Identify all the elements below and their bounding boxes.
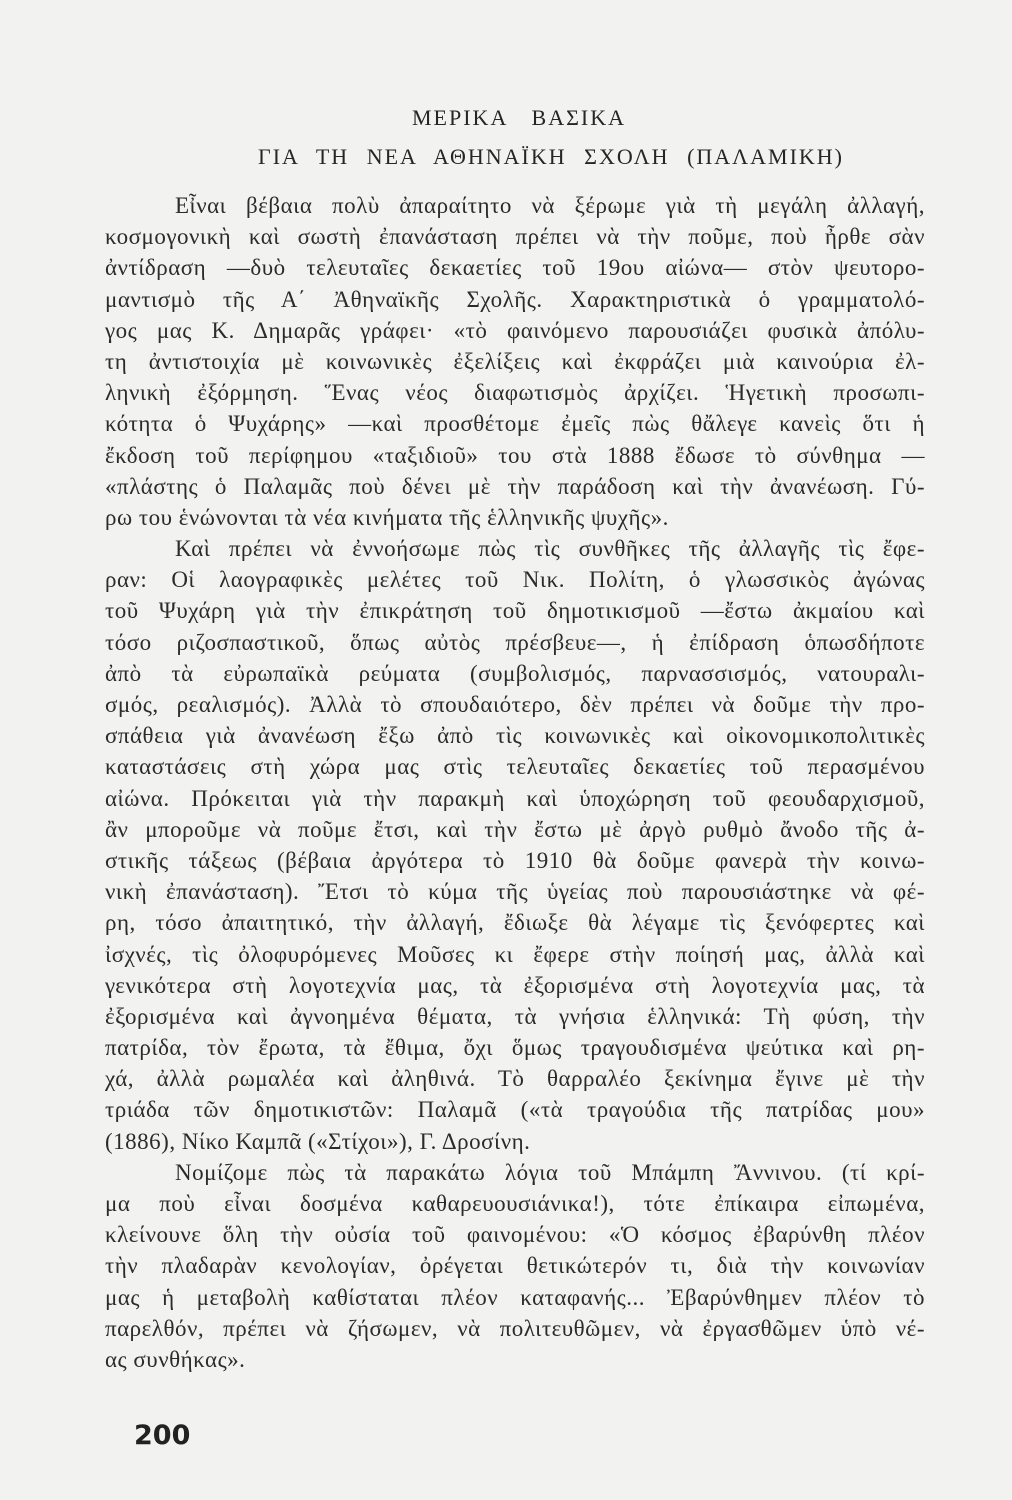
text-line: ἔκδοση τοῦ περίφημου «ταξιδιοῦ» του στὰ 1888 ἔδωσε τὸ σύνθημα —: [105, 442, 925, 468]
text-line: Νομίζομε πὼς τὰ παρακάτω λόγια τοῦ Μπάμπη Ἄννινου. (τί κρί-: [175, 1159, 925, 1185]
text-line: ραν: Οἱ λαογραφικὲς μελέτες τοῦ Νικ. Πολίτη, ὁ γλωσσικὸς ἀγώνας: [105, 567, 925, 593]
text-line: ἀντίδραση —δυὸ τελευταῖες δεκαετίες τοῦ 19ου αἰώνα— στὸν ψευτορο-: [105, 255, 925, 281]
text-line: παρελθόν, πρέπει νὰ ζήσωμεν, νὰ πολιτευθῶμεν, νὰ ἐργασθῶμεν ὑπὸ νέ-: [105, 1315, 925, 1341]
text-line: ρω του ἑνώνονται τὰ νέα κινήματα τῆς ἑλληνικῆς ψυχῆς».: [105, 504, 669, 530]
text-line: κοσμογονικὴ καὶ σωστὴ ἐπανάσταση πρέπει νὰ τὴν ποῦμε, ποὺ ἦρθε σὰν: [105, 224, 925, 250]
text-line: κλείνουνε ὅλη τὴν οὐσία τοῦ φαινομένου: «Ὁ κόσμος ἐβαρύνθη πλέον: [105, 1222, 925, 1248]
text-line: στικῆς τάξεως (βέβαια ἀργότερα τὸ 1910 θὰ δοῦμε φανερὰ τὴν κοινω-: [105, 847, 925, 873]
page-number: 200: [134, 1420, 191, 1451]
title-line-2: ΓΙΑ ΤΗ ΝΕΑ ΑΘΗΝΑΪΚΗ ΣΧΟΛΗ (ΠΑΛΑΜΙΚΗ): [258, 144, 844, 169]
text-line: ρη, τόσο ἀπαιτητικό, τὴν ἀλλαγή, ἔδιωξε θὰ λέγαμε τὶς ξενόφερτες καὶ: [105, 910, 925, 936]
text-line: τόσο ριζοσπαστικοῦ, ὅπως αὐτὸς πρέσβευε—, ἡ ἐπίδραση ὁπωσδήποτε: [105, 629, 925, 655]
text-line: νικὴ ἐπανάσταση). Ἔτσι τὸ κύμα τῆς ὑγείας ποὺ παρουσιάστηκε νὰ φέ-: [105, 879, 925, 905]
text-line: μα ποὺ εἶναι δοσμένα καθαρευουσιάνικα!), τότε ἐπίκαιρα εἰπωμένα,: [105, 1191, 925, 1216]
paragraph: [105, 1157, 925, 1375]
text-line: ἀπὸ τὰ εὐρωπαϊκὰ ρεύματα (συμβολισμός, παρνασσισμός, νατουραλι-: [105, 660, 925, 686]
text-line: ἐξορισμένα καὶ ἀγνοημένα θέματα, τὰ γνήσια ἑλληνικά: Τὴ φύση, τὴν: [105, 1003, 925, 1029]
text-line: τοῦ Ψυχάρη γιὰ τὴν ἐπικράτηση τοῦ δημοτικισμοῦ —ἔστω ἀκμαίου καὶ: [105, 598, 925, 624]
text-line: (1886), Νίκο Καμπᾶ («Στίχοι»), Γ. Δροσίνη.: [105, 1128, 531, 1154]
text-line: χά, ἀλλὰ ρωμαλέα καὶ ἀληθινά. Τὸ θαρραλέο ξεκίνημα ἔγινε μὲ τὴν: [105, 1066, 925, 1092]
text-line: τὴν πλαδαρὰν κενολογίαν, ὀρέγεται θετικώτερόν τι, διὰ τὴν κοινωνίαν: [105, 1253, 925, 1279]
text-line: Εἶναι βέβαια πολὺ ἀπαραίτητο νὰ ξέρωμε γιὰ τὴ μεγάλη ἀλλαγή,: [175, 193, 925, 218]
text-line: μαντισμὸ τῆς Α΄ Ἀθηναϊκῆς Σχολῆς. Χαρακτηριστικὰ ὁ γραμματολό-: [105, 286, 925, 312]
text-line: κότητα ὁ Ψυχάρης» —καὶ προσθέτομε ἐμεῖς πὼς θἄλεγε κανεὶς ὅτι ἡ: [105, 411, 925, 437]
text-line: μας ἡ μεταβολὴ καθίσταται πλέον καταφανής... Ἐβαρύνθημεν πλέον τὸ: [105, 1284, 925, 1310]
text-line: σπάθεια γιὰ ἀνανέωση ἔξω ἀπὸ τὶς κοινωνικὲς καὶ οἰκονομικοπολιτικὲς: [105, 723, 925, 749]
title-line-1: ΜΕΡΙΚΑ ΒΑΣΙΚΑ: [412, 105, 626, 130]
text-line: τη ἀντιστοιχία μὲ κοινωνικὲς ἐξελίξεις καὶ ἐκφράζει μιὰ καινούρια ἐλ-: [105, 348, 925, 374]
text-line: ἂν μποροῦμε νὰ ποῦμε ἔτσι, καὶ τὴν ἔστω μὲ ἀργὸ ρυθμὸ ἄνοδο τῆς ἀ-: [105, 816, 925, 842]
text-line: πατρίδα, τὸν ἔρωτα, τὰ ἔθιμα, ὄχι ὅμως τραγουδισμένα ψεύτικα καὶ ρη-: [105, 1035, 925, 1061]
text-line: ας συνθήκας».: [105, 1346, 246, 1372]
text-line: καταστάσεις στὴ χώρα μας στὶς τελευταῖες δεκαετίες τοῦ περασμένου: [105, 754, 925, 780]
text-line: σμός, ρεαλισμός). Ἀλλὰ τὸ σπουδαιότερο, δὲν πρέπει νὰ δοῦμε τὴν προ-: [105, 692, 925, 717]
paragraph: [105, 190, 925, 533]
paragraph: [105, 533, 925, 1157]
text-line: ληνικὴ ἐξόρμηση. Ἕνας νέος διαφωτισμὸς ἀρχίζει. Ἡγετικὴ προσωπι-: [105, 380, 925, 406]
text-line: ἰσχνές, τὶς ὀλοφυρόμενες Μοῦσες κι ἔφερε στὴν ποίησή μας, ἀλλὰ καὶ: [105, 941, 925, 967]
text-line: γενικότερα στὴ λογοτεχνία μας, τὰ ἐξορισμένα στὴ λογοτεχνία μας, τὰ: [105, 972, 925, 998]
text-line: «πλάστης ὁ Παλαμᾶς ποὺ δένει μὲ τὴν παράδοση καὶ τὴν ἀνανέωση. Γύ-: [105, 473, 925, 499]
body-text: [105, 190, 925, 1375]
text-line: γος μας Κ. Δημαρᾶς γράφει· «τὸ φαινόμενο παρουσιάζει φυσικὰ ἀπόλυ-: [105, 317, 925, 343]
text-line: αἰώνα. Πρόκειται γιὰ τὴν παρακμὴ καὶ ὑποχώρηση τοῦ φεουδαρχισμοῦ,: [105, 785, 925, 811]
text-line: Καὶ πρέπει νὰ ἐννοήσωμε πὼς τὶς συνθῆκες τῆς ἀλλαγῆς τὶς ἔφε-: [175, 536, 925, 562]
text-line: τριάδα τῶν δημοτικιστῶν: Παλαμᾶ («τὰ τραγούδια τῆς πατρίδας μου»: [105, 1097, 925, 1123]
